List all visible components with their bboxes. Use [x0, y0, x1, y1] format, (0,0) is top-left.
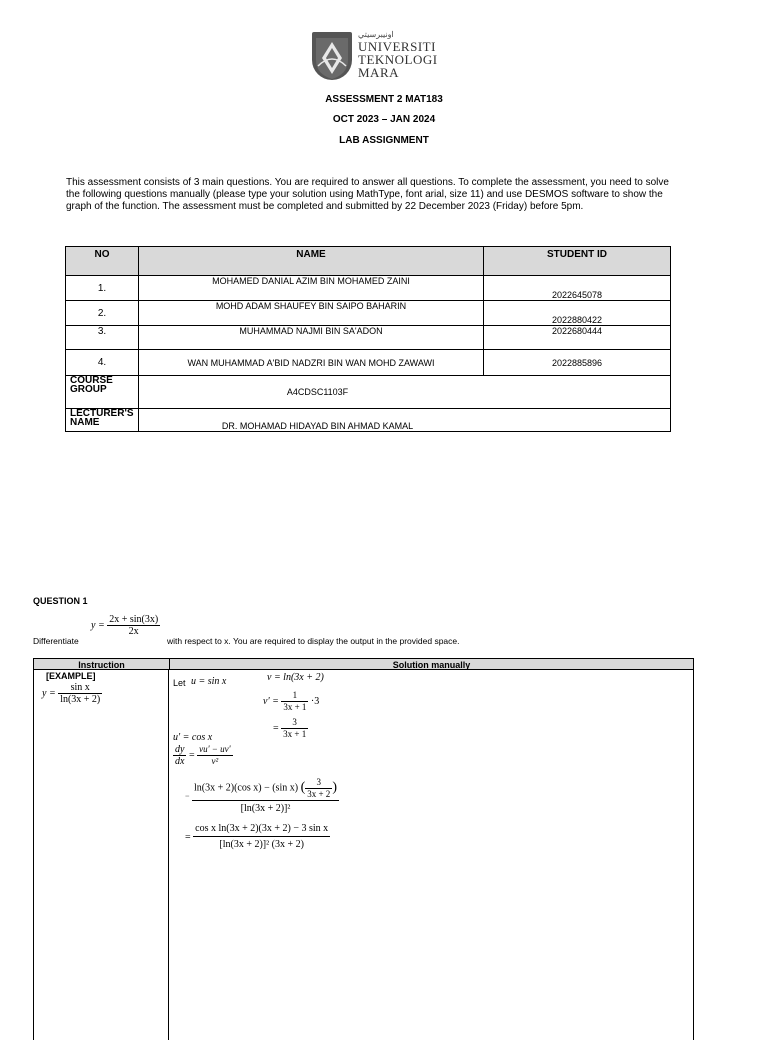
course-group-value: A4CDSC1103F — [139, 376, 671, 409]
course-group-row — [66, 376, 671, 409]
solution-header: Solution manually — [169, 658, 694, 670]
row-name: MOHAMED DANIAL AZIM BIN MOHAMED ZAINI — [139, 276, 484, 301]
row-student-id: 2022885896 — [484, 350, 671, 376]
logo-line-1: UNIVERSITI — [358, 39, 436, 54]
logo-line-3: MARA — [358, 65, 400, 80]
lecturer-label: LECTURER'S NAME — [66, 409, 139, 432]
students-table-header — [66, 247, 671, 276]
header-name: NAME — [139, 247, 484, 276]
row-no: 1. — [66, 276, 139, 301]
v-prime-simplified: = $\frac{3}{3x + 1}$ — [273, 717, 307, 739]
table-row — [66, 326, 671, 350]
instruction-header: Instruction — [33, 658, 170, 670]
row-student-id: 2022645078 — [484, 276, 671, 301]
question-1-prefix: Differentiate — [33, 636, 79, 646]
u-definition: u = sin x — [191, 676, 227, 687]
step-2: = $\frac{\text{cos x ln(3x + 2)(3x + 2) − 3 sin x}}{\text{[ln(3x + 2)]² (3x + 2)}}$ — [185, 823, 329, 850]
row-student-id: 2022880422 — [484, 301, 671, 326]
v-definition: v = ln(3x + 2) — [267, 672, 324, 683]
u-prime: u' = cos x — [173, 732, 213, 743]
instruction-column — [33, 670, 169, 1040]
row-name: MUHAMMAD NAJMI BIN SA'ADON — [139, 326, 484, 350]
example-label: [EXAMPLE] — [46, 671, 96, 681]
course-group-label: COURSE GROUP — [66, 376, 139, 409]
assessment-title: ASSESSMENT 2 MAT183 — [325, 94, 443, 105]
row-no: 4. — [66, 350, 139, 376]
table-row — [66, 350, 671, 376]
table-row — [66, 301, 671, 326]
lecturer-row — [66, 409, 671, 432]
students-table — [65, 246, 671, 432]
v-prime: v' = $\frac{1}{3x + 1}$ ·3 — [263, 690, 320, 712]
header-no: NO — [66, 247, 139, 276]
university-logo — [312, 30, 438, 82]
solution-table — [33, 658, 694, 1038]
intro-paragraph: This assessment consists of 3 main questions. You are required to answer all questions. To complete the assessment, you need to solve the following questions manually (please type your solution using MathType, font arial, size 11) and use DESMOS software to show the graph of the function. The assessment must be completed and submitted by 22 December 2023 (Friday) before 5pm. — [66, 177, 669, 212]
table-row — [66, 276, 671, 301]
row-name: MOHD ADAM SHAUFEY BIN SAIPO BAHARIN — [139, 301, 484, 326]
row-name: WAN MUHAMMAD A'BID NADZRI BIN WAN MOHD ZAWAWI — [139, 350, 484, 376]
row-no: 3. — [66, 326, 139, 350]
let-label: Let — [173, 678, 186, 688]
logo-script: ﺍﻭﻧﻴﺒﺮﺳﻴﺘﻲ — [358, 30, 394, 39]
lecturer-value: DR. MOHAMAD HIDAYAD BIN AHMAD KAMAL — [139, 409, 671, 432]
header-student-id: STUDENT ID — [484, 247, 671, 276]
solution-column[interactable] — [169, 670, 694, 1040]
question-1-title: QUESTION 1 — [33, 596, 88, 606]
step-1: = ln(3x + 2)(cos x) − (sin x) ( $\frac{3}{3x + 2}$ ) [ln(3x + 2)]² — [185, 776, 337, 815]
crest-icon — [312, 32, 352, 80]
quotient-rule: $\frac{dy}{dx}$ = $\frac{vu' - uv'}{\text{v²}}$ — [175, 744, 231, 767]
question-1-function: y = $\frac{2x + \sin(3x)}{2x}$ — [91, 614, 159, 637]
row-no: 2. — [66, 301, 139, 326]
logo-line-2: TEKNOLOGI — [358, 52, 438, 67]
assessment-type: LAB ASSIGNMENT — [339, 135, 429, 146]
question-1-instruction: with respect to x. You are required to display the output in the provided space. — [167, 636, 460, 646]
assessment-session: OCT 2023 – JAN 2024 — [332, 114, 436, 125]
example-function: y = $\frac{\text{sin x}}{\ln(3x + 2)}$ — [42, 682, 101, 705]
row-student-id: 2022680444 — [484, 326, 671, 350]
